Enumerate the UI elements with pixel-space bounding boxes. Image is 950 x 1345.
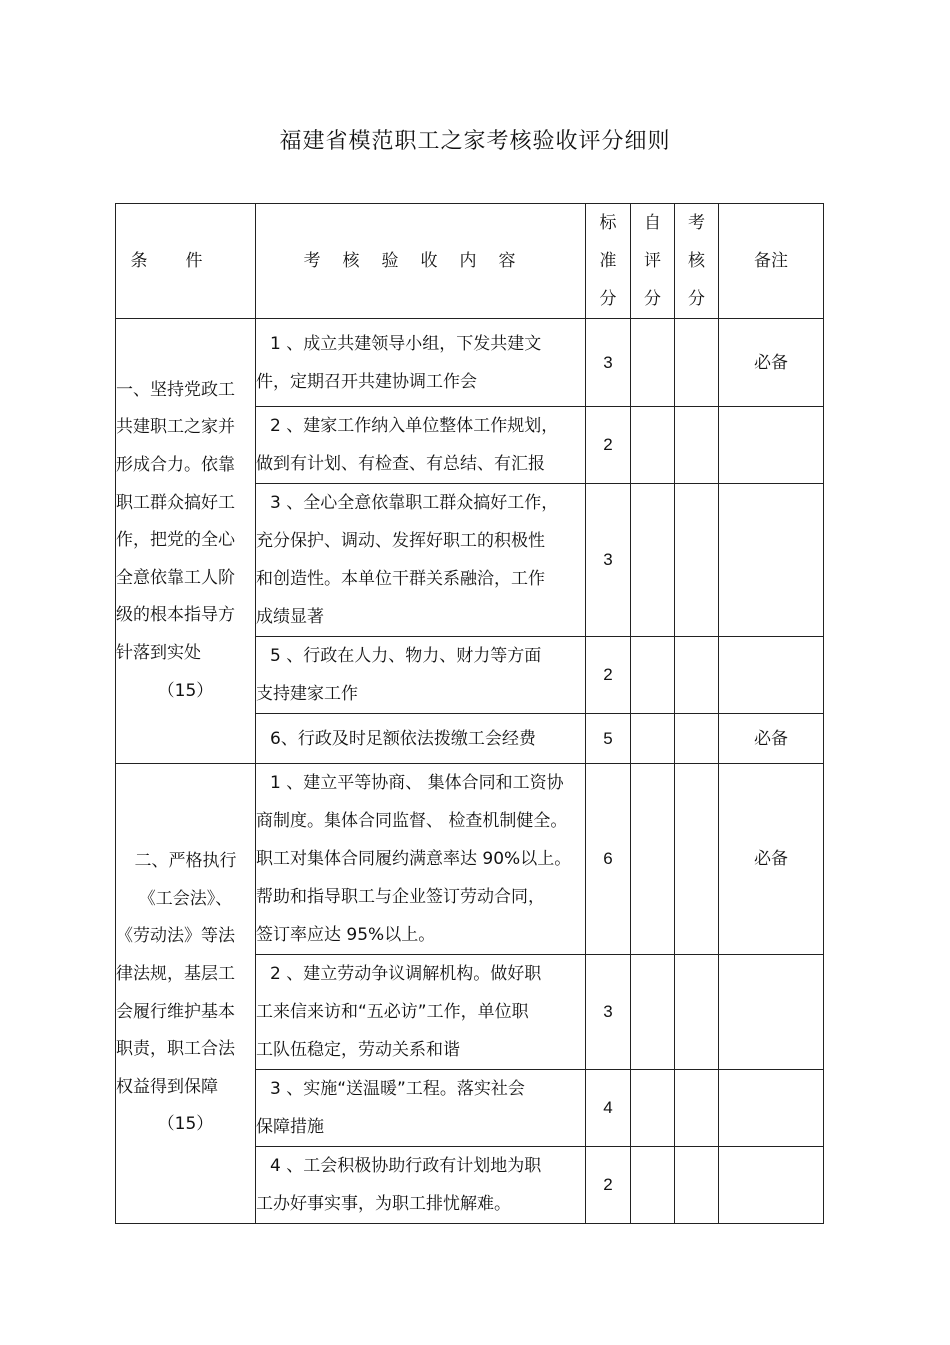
standard-score-cell: 4 xyxy=(586,1070,631,1147)
note-cell xyxy=(719,484,824,637)
assess-score-cell[interactable] xyxy=(675,1070,719,1147)
content-line: 5 、行政在人力、物力、财力等方面 xyxy=(270,646,542,666)
content-line: 和创造性。本单位干群关系融洽，工作 xyxy=(256,569,545,589)
content-line: 保障措施 xyxy=(256,1117,324,1137)
content-cell xyxy=(256,955,586,1070)
self-score-cell[interactable] xyxy=(631,1147,675,1224)
note-cell: 必备 xyxy=(719,319,824,407)
content-line: 1 、成立共建领导小组，下发共建文 xyxy=(270,333,542,354)
table-row xyxy=(116,319,824,407)
header-assess-char: 分 xyxy=(688,289,705,309)
self-score-cell[interactable] xyxy=(631,637,675,714)
content-cell xyxy=(256,1070,586,1147)
condition-line: 全意依靠工人阶 xyxy=(116,567,235,588)
standard-score-cell: 5 xyxy=(586,714,631,764)
content-line: 2 、建立劳动争议调解机构。做好职 xyxy=(270,964,542,984)
assess-score-cell[interactable] xyxy=(675,319,719,407)
condition-cell xyxy=(116,319,256,764)
self-score-cell[interactable] xyxy=(631,319,675,407)
standard-score-cell: 3 xyxy=(586,955,631,1070)
self-score-cell[interactable] xyxy=(631,407,675,484)
note-cell xyxy=(719,1147,824,1224)
standard-score-cell: 3 xyxy=(586,484,631,637)
content-line: 职工对集体合同履约满意率达 90%以上。 xyxy=(256,849,572,869)
header-assess-char: 考 xyxy=(688,213,705,233)
content-line: 1 、建立平等协商、 集体合同和工资协 xyxy=(270,773,564,793)
content-cell xyxy=(256,407,586,484)
condition-line: 二、严格执行 xyxy=(134,851,237,872)
content-line: 支持建家工作 xyxy=(256,684,358,704)
content-cell xyxy=(256,1147,586,1224)
condition-score: （15） xyxy=(157,1114,214,1135)
condition-line: 《劳动法》等法 xyxy=(116,926,235,947)
content-line: 商制度。集体合同监督、 检查机制健全。 xyxy=(256,811,568,831)
self-score-cell[interactable] xyxy=(631,1070,675,1147)
content-line: 工队伍稳定，劳动关系和谐 xyxy=(256,1040,460,1060)
condition-line: 职工群众搞好工 xyxy=(116,492,235,513)
header-standard-char: 标 xyxy=(599,213,617,233)
condition-cell xyxy=(116,764,256,1224)
content-line: 充分保护、调动、发挥好职工的积极性 xyxy=(256,531,545,551)
note-cell xyxy=(719,407,824,484)
header-self-char: 分 xyxy=(644,289,661,309)
content-line: 工来信来访和“五必访”工作，单位职 xyxy=(256,1002,529,1022)
note-cell xyxy=(719,1070,824,1147)
scoring-table xyxy=(115,203,824,1224)
content-cell xyxy=(256,319,586,407)
standard-score-cell: 6 xyxy=(586,764,631,955)
assess-score-cell[interactable] xyxy=(675,955,719,1070)
self-score-cell[interactable] xyxy=(631,764,675,955)
content-line: 4 、工会积极协助行政有计划地为职 xyxy=(270,1156,542,1176)
content-cell xyxy=(256,637,586,714)
header-standard-char: 准 xyxy=(599,251,617,271)
content-line: 3 、实施“送温暖”工程。落实社会 xyxy=(270,1079,525,1099)
header-self-score xyxy=(631,204,675,319)
assess-score-cell[interactable] xyxy=(675,484,719,637)
content-line: 帮助和指导职工与企业签订劳动合同， xyxy=(256,887,545,907)
condition-line: 律法规，基层工 xyxy=(116,963,235,984)
standard-score-cell: 2 xyxy=(586,407,631,484)
condition-line: 职责，职工合法 xyxy=(116,1039,235,1060)
content-cell xyxy=(256,764,586,955)
condition-line: 针落到实处 xyxy=(116,642,201,663)
note-cell xyxy=(719,955,824,1070)
header-condition: 条件 xyxy=(116,204,256,319)
page-title: 福建省模范职工之家考核验收评分细则 xyxy=(279,129,671,154)
condition-line: 会履行维护基本 xyxy=(116,1001,235,1022)
header-assess-char: 核 xyxy=(688,251,705,271)
condition-line: 权益得到保障 xyxy=(116,1076,218,1097)
standard-score-cell: 2 xyxy=(586,637,631,714)
content-line: 签订率应达 95%以上。 xyxy=(256,925,436,945)
content-line: 6、行政及时足额依法拨缴工会经费 xyxy=(270,728,536,749)
assess-score-cell[interactable] xyxy=(675,637,719,714)
condition-line: 一、坚持党政工 xyxy=(116,379,235,400)
assess-score-cell[interactable] xyxy=(675,764,719,955)
content-line: 件，定期召开共建协调工作会 xyxy=(256,371,477,392)
content-line: 2 、建家工作纳入单位整体工作规划， xyxy=(270,416,559,436)
condition-line: 级的根本指导方 xyxy=(116,605,235,626)
content-cell xyxy=(256,714,586,764)
content-line: 成绩显著 xyxy=(256,607,324,627)
header-note: 备注 xyxy=(719,204,824,319)
content-line: 工办好事实事，为职工排忧解难。 xyxy=(256,1194,511,1214)
self-score-cell[interactable] xyxy=(631,955,675,1070)
content-cell xyxy=(256,484,586,637)
self-score-cell[interactable] xyxy=(631,714,675,764)
note-cell xyxy=(719,637,824,714)
self-score-cell[interactable] xyxy=(631,484,675,637)
content-line: 做到有计划、有检查、有总结、有汇报 xyxy=(256,454,545,474)
standard-score-cell: 2 xyxy=(586,1147,631,1224)
standard-score-cell: 3 xyxy=(586,319,631,407)
assess-score-cell[interactable] xyxy=(675,714,719,764)
table-row xyxy=(116,764,824,955)
header-self-char: 自 xyxy=(644,213,661,233)
condition-line: 《工会法》、 xyxy=(138,888,233,909)
condition-line: 形成合力。依靠 xyxy=(116,455,235,476)
content-line: 3 、全心全意依靠职工群众搞好工作， xyxy=(270,493,559,513)
header-standard-score xyxy=(586,204,631,319)
note-cell: 必备 xyxy=(719,764,824,955)
header-standard-char: 分 xyxy=(599,289,617,309)
assess-score-cell[interactable] xyxy=(675,1147,719,1224)
condition-line: 作，把党的全心 xyxy=(116,530,235,551)
header-row xyxy=(116,204,824,319)
header-self-char: 评 xyxy=(644,251,661,271)
assess-score-cell[interactable] xyxy=(675,407,719,484)
header-content: 考核验收内容 xyxy=(256,204,586,319)
condition-line: 共建职工之家并 xyxy=(116,417,235,438)
note-cell: 必备 xyxy=(719,714,824,764)
condition-score: （15） xyxy=(157,680,214,701)
header-assess-score xyxy=(675,204,719,319)
